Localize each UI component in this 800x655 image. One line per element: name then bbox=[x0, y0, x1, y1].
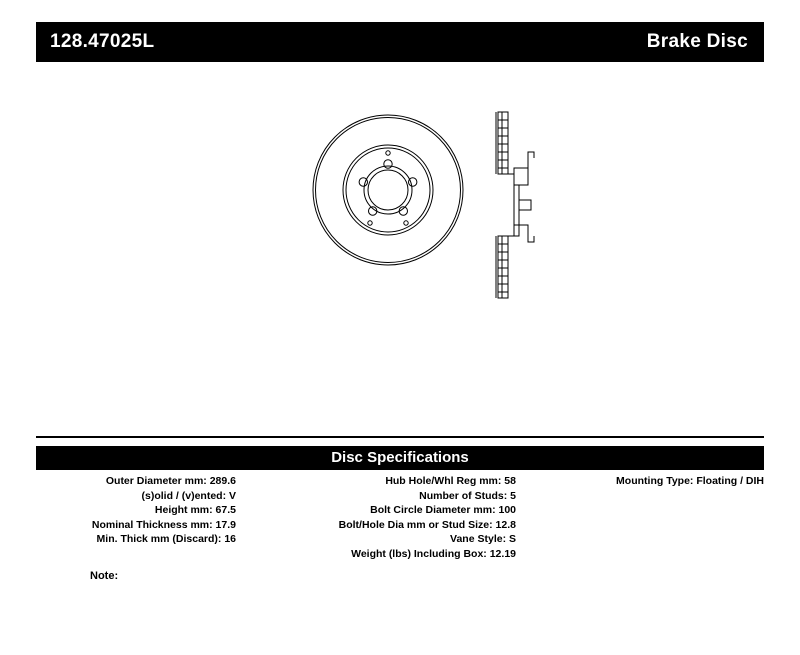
spec-item: Vane Style: S bbox=[450, 533, 516, 545]
spec-item: Number of Studs: 5 bbox=[419, 489, 516, 502]
spec-item: Bolt Circle Diameter mm: 100 bbox=[370, 504, 516, 516]
spec-item: Mounting Type: Floating / DIH bbox=[616, 475, 764, 487]
brake-disc-drawing-svg bbox=[36, 80, 764, 420]
spec-item: Bolt/Hole Dia mm or Stud Size: 12.8 bbox=[338, 518, 516, 531]
spec-item: Min. Thick mm (Discard): 16 bbox=[96, 533, 236, 545]
spec-item: Weight (lbs) Including Box: 12.19 bbox=[351, 547, 516, 560]
part-number: 128.47025L bbox=[50, 31, 155, 52]
spec-column-right bbox=[526, 474, 764, 489]
spec-column-middle bbox=[251, 474, 516, 561]
spec-item: Height mm: 67.5 bbox=[154, 504, 236, 516]
spec-section-header bbox=[36, 446, 764, 470]
spec-item: Hub Hole/Whl Reg mm: 58 bbox=[385, 475, 516, 487]
spec-item: Outer Diameter mm: 289.6 bbox=[105, 475, 236, 487]
note-label: Note: bbox=[90, 570, 119, 582]
rotor-section-view bbox=[496, 112, 534, 298]
page-title: Brake Disc bbox=[646, 31, 748, 52]
spec-column-left bbox=[36, 474, 236, 547]
header-bar bbox=[36, 22, 764, 62]
spec-columns bbox=[36, 474, 764, 574]
spec-section-title: Disc Specifications bbox=[331, 449, 469, 466]
spec-divider-rule bbox=[36, 436, 764, 438]
spec-item: Nominal Thickness mm: 17.9 bbox=[91, 518, 236, 531]
spec-item: (s)olid / (v)ented: V bbox=[141, 489, 236, 502]
technical-drawing bbox=[36, 80, 764, 420]
rotor-face-view bbox=[313, 115, 463, 265]
